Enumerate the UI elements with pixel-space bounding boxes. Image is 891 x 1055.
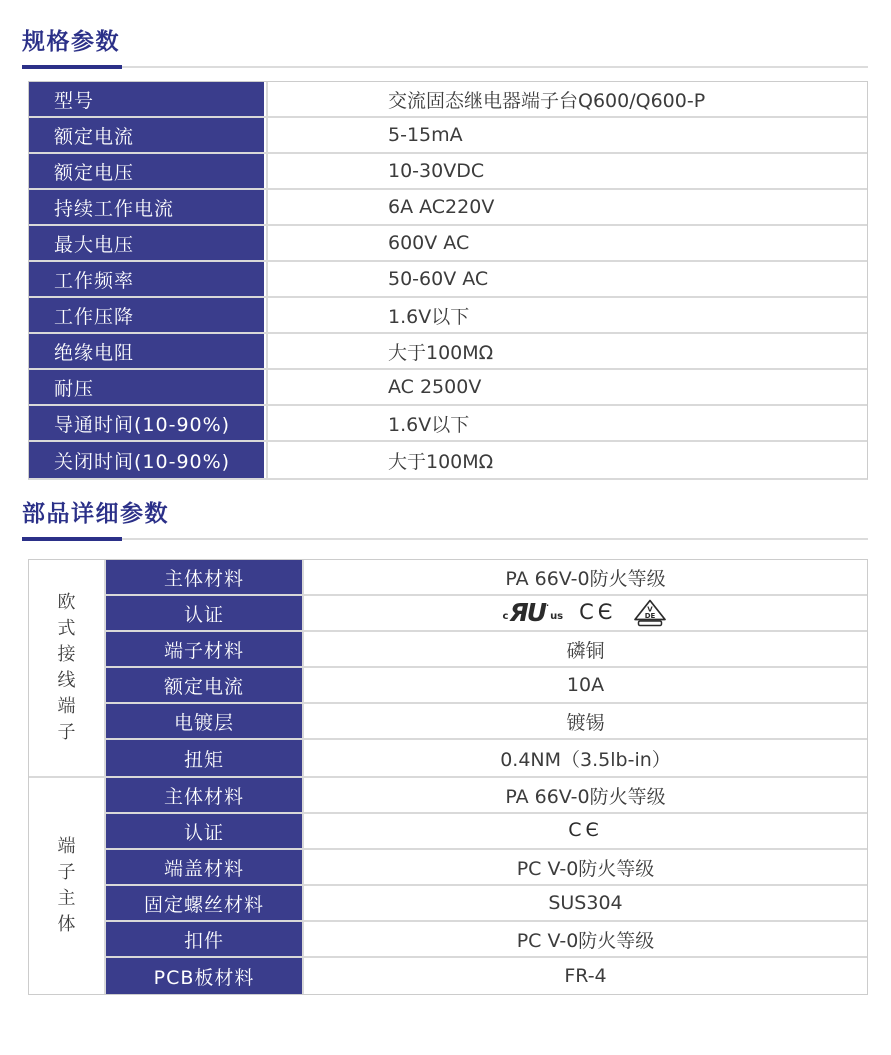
part-value: [304, 814, 867, 848]
table-row: [29, 82, 867, 118]
table-row: [29, 370, 867, 406]
group-rows: [106, 560, 867, 776]
table-row: [29, 298, 867, 334]
table-row: [29, 190, 867, 226]
table-row: [106, 850, 867, 886]
part-label: 认证: [106, 814, 304, 848]
svg-text:DE: DE: [645, 612, 656, 620]
spec-label: 最大电压: [29, 226, 266, 260]
part-value: 10A: [304, 668, 867, 702]
spec-label: 型号: [29, 82, 266, 116]
part-label: 扭矩: [106, 740, 304, 776]
ce-certification-icon: CЄ: [568, 818, 603, 841]
table-row: [106, 958, 867, 994]
group-name-cell: [29, 778, 106, 994]
table-row: [29, 334, 867, 370]
part-value: 镀锡: [304, 704, 867, 738]
table-row: [106, 778, 867, 814]
svg-text:V: V: [647, 605, 654, 614]
spec-label: 额定电流: [29, 118, 266, 152]
part-label: 主体材料: [106, 778, 304, 812]
spec-value: AC 2500V: [266, 370, 867, 404]
table-row: [106, 632, 867, 668]
table-row: [106, 704, 867, 740]
group-name-vertical: 欧式接线端子: [57, 592, 76, 743]
spec-value: 50-60V AC: [266, 262, 867, 296]
section-title-specifications: 规格参数: [22, 29, 120, 55]
underline-accent-bar: [22, 65, 122, 69]
spec-value: 5-15mA: [266, 118, 867, 152]
spec-label: 绝缘电阻: [29, 334, 266, 368]
part-value: SUS304: [304, 886, 867, 920]
part-value: 磷铜: [304, 632, 867, 666]
underline-gray-line: [22, 538, 868, 540]
part-group-euro-terminal: [29, 560, 867, 778]
spec-value: 6A AC220V: [266, 190, 867, 224]
spec-label: 导通时间(10-90%): [29, 406, 266, 440]
spec-table: [28, 81, 868, 480]
parts-table: [28, 559, 868, 995]
table-row: [29, 118, 867, 154]
table-row: [106, 886, 867, 922]
spec-label: 关闭时间(10-90%): [29, 442, 266, 478]
table-row: [29, 226, 867, 262]
table-row: [29, 154, 867, 190]
part-value: [304, 596, 867, 630]
table-row: [106, 922, 867, 958]
certification-marks: [503, 598, 669, 628]
part-label: 认证: [106, 596, 304, 630]
part-value: PA 66V-0防火等级: [304, 560, 867, 594]
table-row: [106, 560, 867, 596]
table-row: [106, 740, 867, 776]
part-label: PCB板材料: [106, 958, 304, 994]
table-row: [106, 814, 867, 850]
spec-value: 大于100MΩ: [266, 334, 867, 368]
spec-label: 耐压: [29, 370, 266, 404]
spec-value: 交流固态继电器端子台Q600/Q600-P: [266, 82, 867, 116]
section-title-part-details: 部品详细参数: [22, 501, 169, 527]
part-label: 端子材料: [106, 632, 304, 666]
spec-value: 600V AC: [266, 226, 867, 260]
table-row: [29, 262, 867, 298]
part-label: 电镀层: [106, 704, 304, 738]
group-rows: [106, 778, 867, 994]
spec-value: 1.6V以下: [266, 298, 867, 332]
vde-certification-icon: [632, 598, 668, 628]
part-group-terminal-body: [29, 778, 867, 994]
part-label: 固定螺丝材料: [106, 886, 304, 920]
group-name-vertical: 端子主体: [57, 836, 76, 935]
part-label: 端盖材料: [106, 850, 304, 884]
title-underline: [22, 537, 868, 541]
table-row: [106, 668, 867, 704]
part-value: PC V-0防火等级: [304, 922, 867, 956]
group-name-cell: [29, 560, 106, 776]
part-value: PC V-0防火等级: [304, 850, 867, 884]
underline-accent-bar: [22, 537, 122, 541]
table-row: [29, 442, 867, 478]
spec-label: 工作频率: [29, 262, 266, 296]
part-value: 0.4NM（3.5lb-in）: [304, 740, 867, 776]
cul-us-certification-icon: c ЯU · us: [502, 598, 564, 628]
spec-label: 工作压降: [29, 298, 266, 332]
table-row: [29, 406, 867, 442]
spec-value: 10-30VDC: [266, 154, 867, 188]
spec-value: 大于100MΩ: [266, 442, 867, 478]
part-value: FR-4: [304, 958, 867, 994]
table-row: [106, 596, 867, 632]
part-label: 主体材料: [106, 560, 304, 594]
spec-label: 额定电压: [29, 154, 266, 188]
part-label: 扣件: [106, 922, 304, 956]
spec-value: 1.6V以下: [266, 406, 867, 440]
underline-gray-line: [22, 66, 868, 68]
part-value: PA 66V-0防火等级: [304, 778, 867, 812]
part-label: 额定电流: [106, 668, 304, 702]
ce-certification-icon: CЄ: [579, 599, 617, 624]
spec-label: 持续工作电流: [29, 190, 266, 224]
title-underline: [22, 65, 868, 69]
